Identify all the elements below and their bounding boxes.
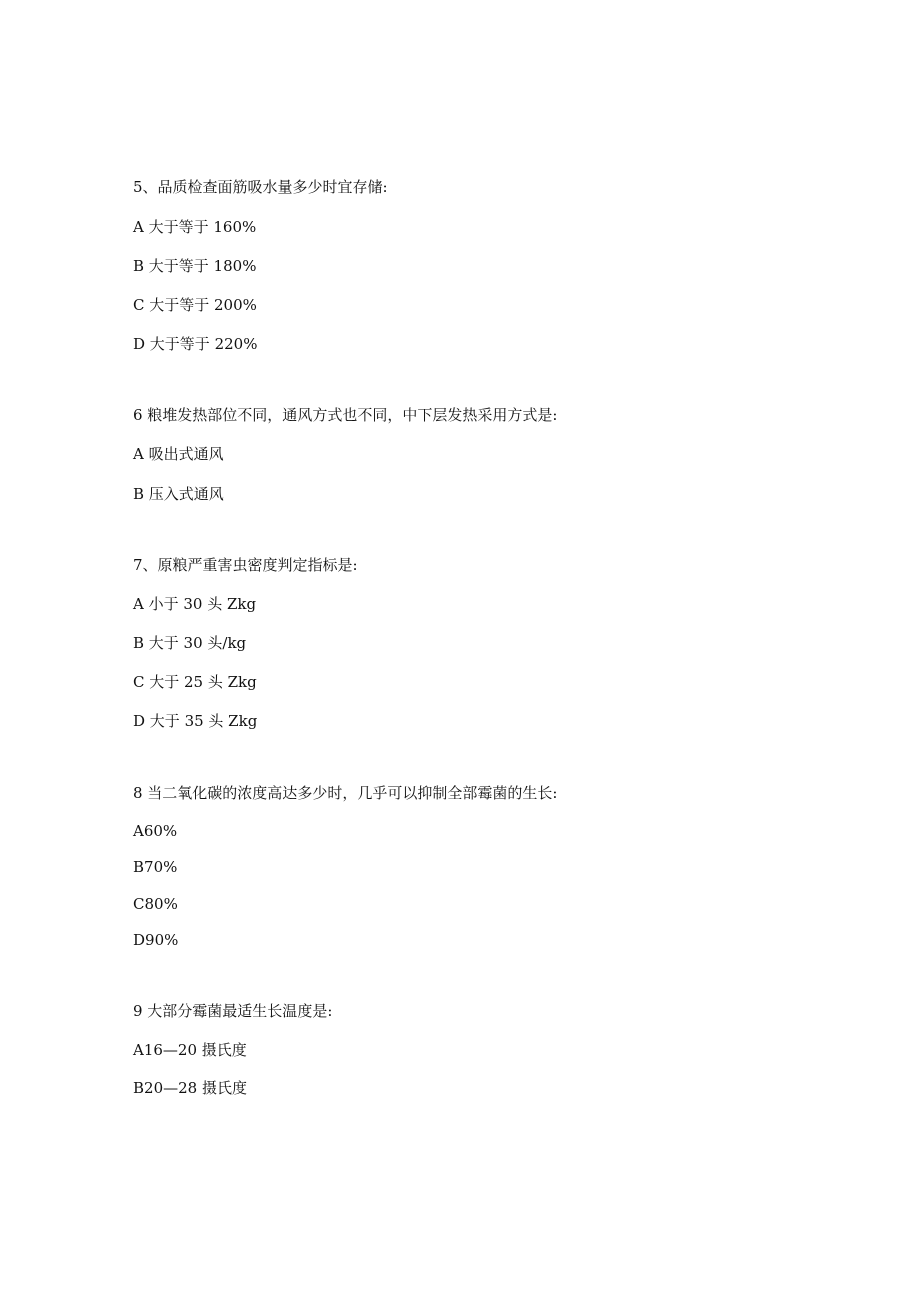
question-7-option-d: D 大于 35 头 Zkg (133, 712, 258, 730)
question-7-text: 7、原粮严重害虫密度判定指标是: (133, 556, 358, 574)
question-5-option-d: D 大于等于 220% (133, 335, 258, 353)
question-7-option-c: C 大于 25 头 Zkg (133, 673, 257, 691)
question-8-option-a: A60% (133, 822, 178, 840)
question-6-option-a: A 吸出式通风 (133, 445, 224, 463)
question-8-text: 8 当二氧化碳的浓度高达多少时，几乎可以抑制全部霉菌的生长: (133, 784, 558, 802)
question-9-option-b: B20—28 摄氏度 (133, 1079, 247, 1097)
question-7-option-b: B 大于 30 头/kg (133, 634, 247, 652)
question-5-option-a: A 大于等于 160% (133, 218, 257, 236)
question-9-option-a: A16—20 摄氏度 (133, 1041, 247, 1059)
question-6-text: 6 粮堆发热部位不同，通风方式也不同，中下层发热采用方式是: (133, 406, 558, 424)
question-5-text: 5、品质检查面筋吸水量多少时宜存储: (133, 178, 388, 196)
question-8-option-d: D90% (133, 931, 179, 949)
question-9-text: 9 大部分霉菌最适生长温度是: (133, 1002, 333, 1020)
question-7-option-a: A 小于 30 头 Zkg (133, 595, 257, 613)
question-5-option-c: C 大于等于 200% (133, 296, 257, 314)
question-5-option-b: B 大于等于 180% (133, 257, 257, 275)
question-8-option-c: C80% (133, 895, 178, 913)
question-6-option-b: B 压入式通风 (133, 485, 224, 503)
question-8-option-b: B70% (133, 858, 178, 876)
